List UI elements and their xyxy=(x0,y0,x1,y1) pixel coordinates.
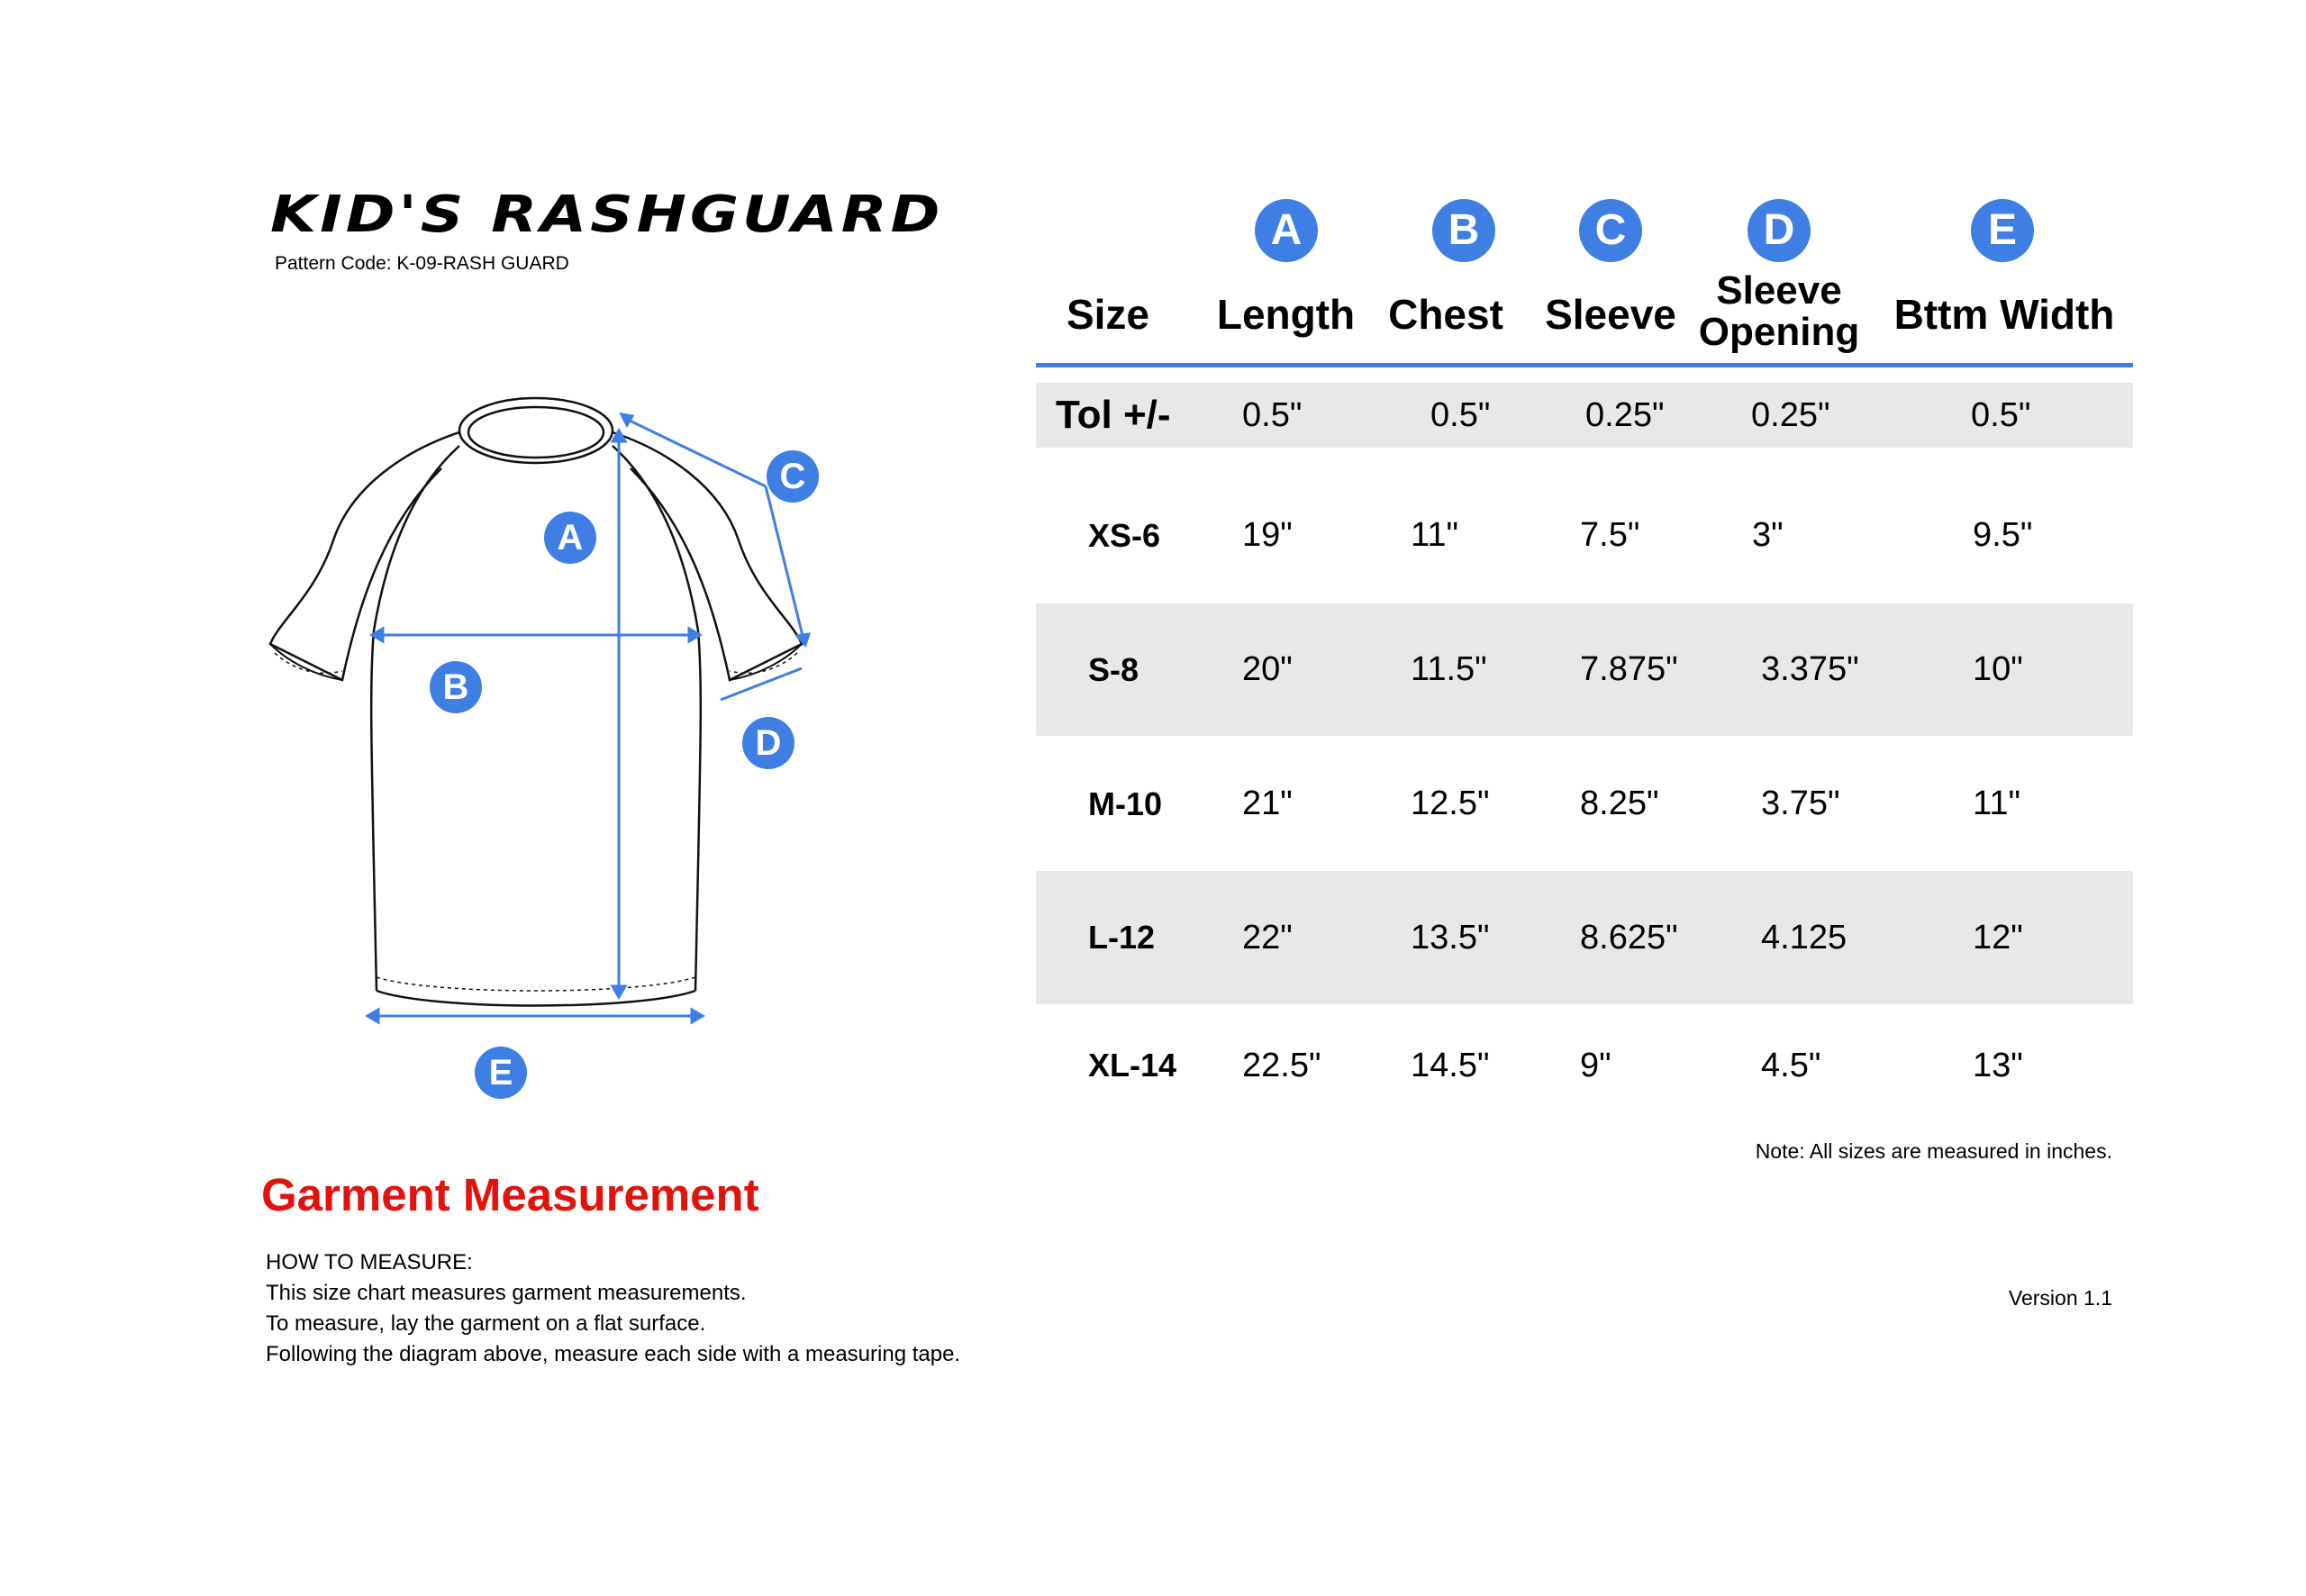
table-cell: 7.875" xyxy=(1580,650,1678,688)
table-row xyxy=(1036,1007,2133,1124)
size-label: XS-6 xyxy=(1088,516,1161,554)
howto-line: HOW TO MEASURE: xyxy=(266,1250,473,1274)
table-row xyxy=(1036,603,2133,736)
table-cell: 21" xyxy=(1242,784,1293,822)
table-row xyxy=(1036,470,2133,601)
page-title: KID'S RASHGUARD xyxy=(270,185,944,244)
col-header-length: Length xyxy=(1216,291,1356,338)
header-divider xyxy=(1036,363,2133,367)
table-cell: 4.125 xyxy=(1761,918,1848,957)
col-header-sleeve: Sleeve xyxy=(1545,291,1676,338)
diagram-label-e: E xyxy=(475,1047,527,1099)
header-letter-b: B xyxy=(1432,199,1495,262)
table-cell: 13.5" xyxy=(1411,918,1490,957)
table-cell: 0.25" xyxy=(1751,395,1830,434)
table-cell: 11.5" xyxy=(1411,650,1487,688)
header-letter-e: E xyxy=(1971,199,2034,262)
table-cell: 11" xyxy=(1973,784,2020,822)
diagram-label-b: B xyxy=(430,661,482,713)
col-header-chest: Chest xyxy=(1388,291,1503,338)
table-cell: 0.5" xyxy=(1430,395,1491,434)
table-cell: 0.25" xyxy=(1585,395,1665,434)
table-cell: 0.5" xyxy=(1242,395,1303,434)
diagram-label-c: C xyxy=(767,450,819,503)
tolerance-row xyxy=(1036,383,2133,448)
diagram-label-d: D xyxy=(742,717,794,769)
table-cell: 12.5" xyxy=(1411,784,1490,822)
table-cell: 13" xyxy=(1973,1046,2023,1084)
size-label: M-10 xyxy=(1088,784,1163,822)
howto-line: This size chart measures garment measurements. xyxy=(266,1281,747,1305)
table-cell: 0.5" xyxy=(1971,395,2031,434)
garment-diagram xyxy=(252,360,847,1117)
table-row xyxy=(1036,739,2133,869)
table-cell: 3.375" xyxy=(1761,650,1859,688)
table-cell: 7.5" xyxy=(1580,516,1640,554)
table-cell: 8.625" xyxy=(1580,918,1678,957)
how-to-measure xyxy=(266,1247,960,1370)
pattern-code: Pattern Code: K-09-RASH GUARD xyxy=(275,253,569,274)
table-cell: 22.5" xyxy=(1242,1046,1321,1084)
header-letter-a: A xyxy=(1255,199,1318,262)
garment-measurement-title: Garment Measurement xyxy=(261,1169,759,1220)
table-cell: 22" xyxy=(1242,918,1293,957)
table-row xyxy=(1036,871,2133,1004)
size-label: S-8 xyxy=(1088,650,1139,688)
size-label: L-12 xyxy=(1088,919,1156,956)
howto-line: Following the diagram above, measure each side with a measuring tape. xyxy=(266,1342,961,1366)
tolerance-label: Tol +/- xyxy=(1056,393,1171,437)
table-cell: 11" xyxy=(1411,516,1458,554)
table-cell: 3" xyxy=(1752,516,1784,554)
table-cell: 9.5" xyxy=(1973,516,2033,554)
col-header-bttm-width: Bttm Width xyxy=(1893,291,2115,338)
table-cell: 8.25" xyxy=(1580,784,1659,822)
header-letter-d: D xyxy=(1748,199,1811,262)
measure-lines xyxy=(368,414,809,1022)
table-cell: 12" xyxy=(1973,918,2023,957)
table-cell: 10" xyxy=(1973,650,2023,688)
col-header-sleeve-opening: Sleeve Opening xyxy=(1698,268,1860,354)
table-cell: 19" xyxy=(1242,516,1293,554)
table-cell: 9" xyxy=(1580,1046,1611,1084)
diagram-label-a: A xyxy=(544,512,596,564)
table-cell: 4.5" xyxy=(1761,1046,1821,1084)
units-note: Note: All sizes are measured in inches. xyxy=(1755,1139,2112,1163)
howto-line: To measure, lay the garment on a flat surface. xyxy=(266,1311,706,1336)
rashguard-outline xyxy=(270,398,802,1006)
table-cell: 20" xyxy=(1242,650,1293,688)
table-cell: 3.75" xyxy=(1761,784,1840,822)
header-letter-c: C xyxy=(1579,199,1642,262)
size-label: XL-14 xyxy=(1088,1047,1177,1084)
table-cell: 14.5" xyxy=(1411,1046,1490,1084)
col-header-size: Size xyxy=(1066,291,1150,338)
version-label: Version 1.1 xyxy=(2008,1286,2112,1310)
